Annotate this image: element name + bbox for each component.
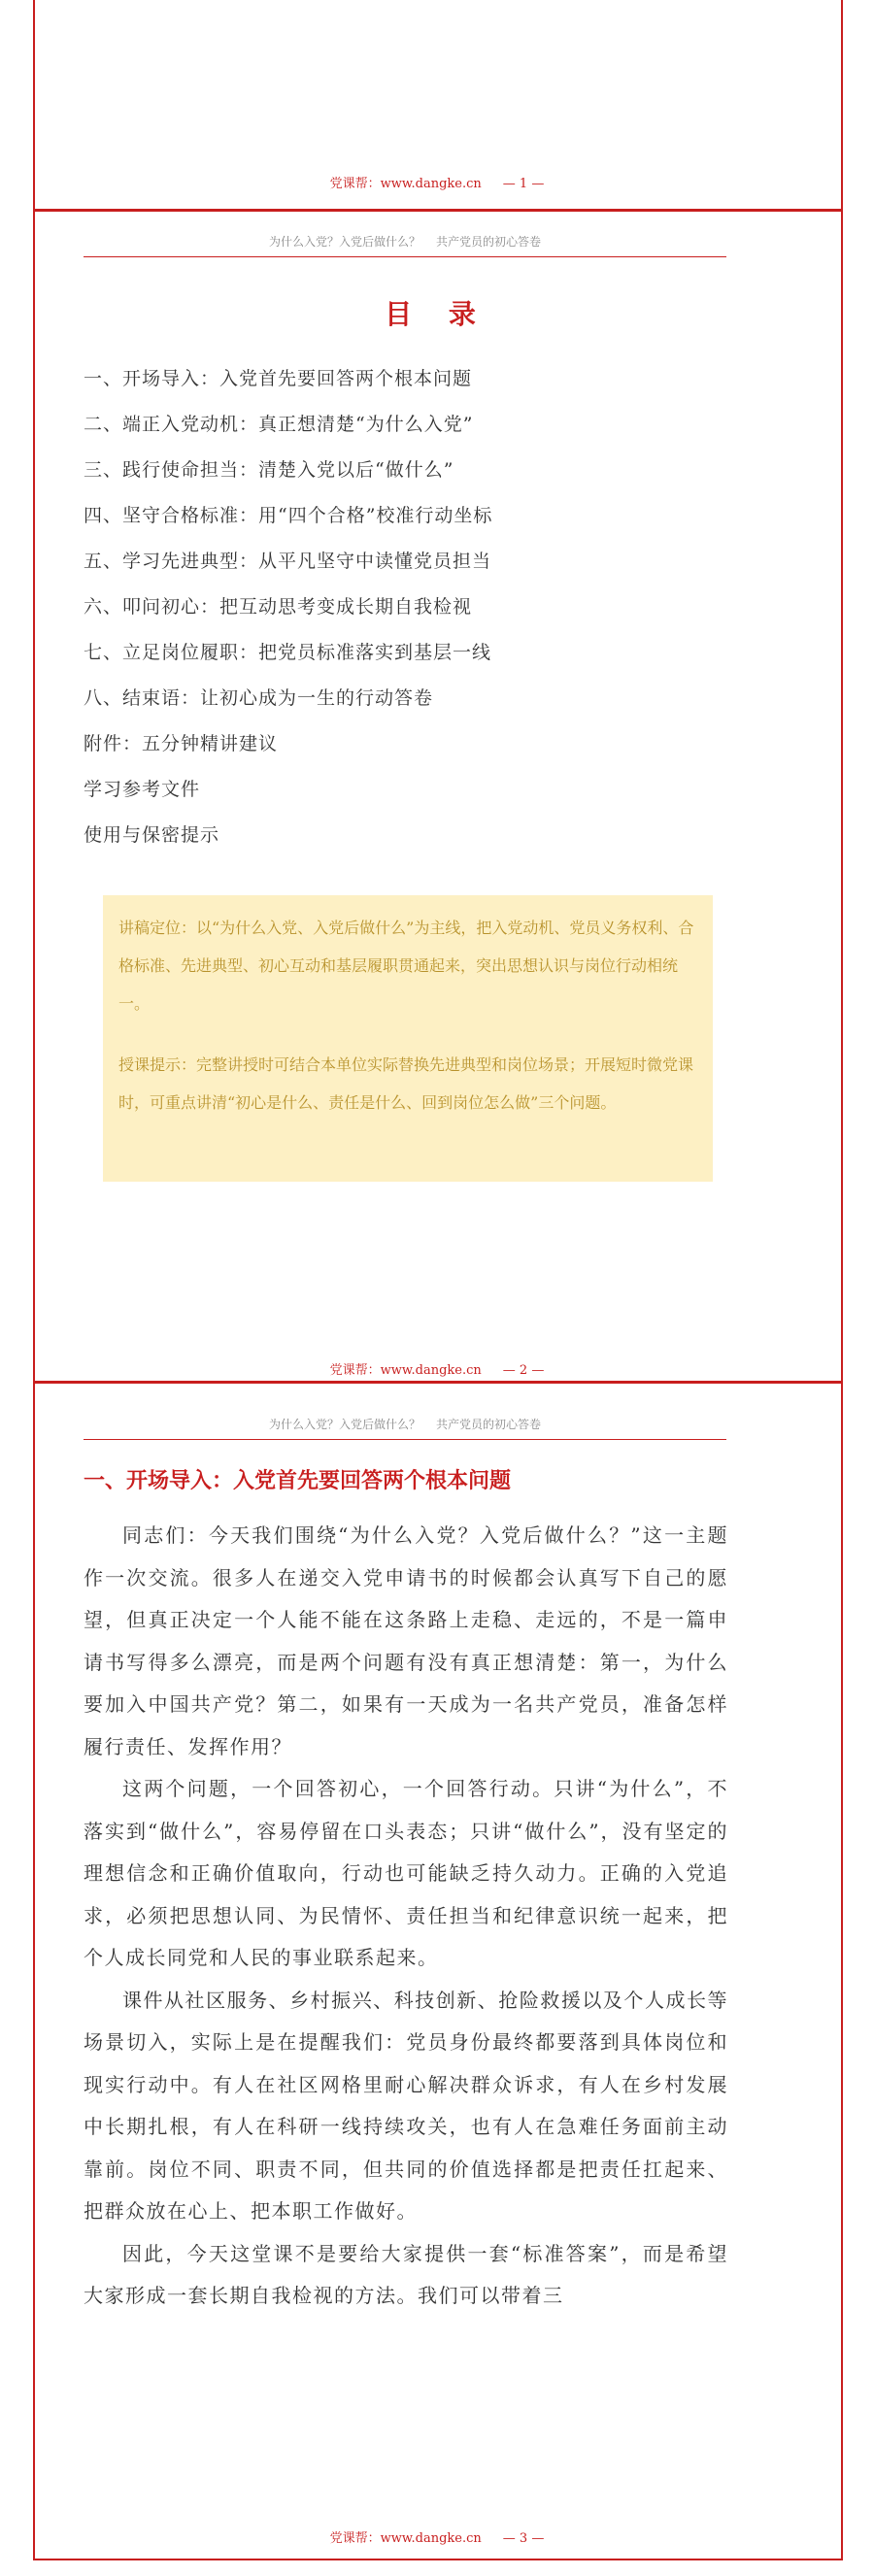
toc-item[interactable]: 一、开场导入：入党首先要回答两个根本问题 — [84, 368, 473, 389]
footer-page-number: — 3 — — [502, 2531, 545, 2546]
body-paragraph: 同志们：今天我们围绕“为什么入党？入党后做什么？”这一主题作一次交流。很多人在递交入党申请书的时候都会认真写下自己的愿望，但真正决定一个人能不能在这条路上走稳、走远的，不是一篇申请书写得多么漂亮，而是两个问题有没有真正想清楚：第一，为什么要加入中国共产党？第二，如果有一天成为一名共产党员，准备怎样履行责任、发挥作用？ — [84, 1523, 728, 1758]
header-title: 为什么入党？入党后做什么？ — [268, 235, 420, 249]
page-separator — [33, 2559, 843, 2560]
footer-site: 党课帮：www.dangke.cn — [329, 177, 482, 191]
toc-item[interactable]: 四、坚守合格标准：用“四个合格”校准行动坐标 — [84, 505, 493, 526]
footer-site: 党课帮：www.dangke.cn — [329, 1363, 482, 1378]
toc-item[interactable]: 六、叩问初心：把互动思考变成长期自我检视 — [84, 596, 473, 618]
toc-item[interactable]: 学习参考文件 — [84, 779, 201, 800]
toc-title: 目 录 — [385, 298, 489, 330]
lecture-notice-box — [103, 895, 713, 1182]
toc-item[interactable]: 二、端正入党动机：真正想清楚“为什么入党” — [84, 414, 474, 435]
body-paragraph: 这两个问题，一个回答初心，一个回答行动。只讲“为什么”，不落实到“做什么”，容易停留在口头表态；只讲“做什么”，没有坚定的理想信念和正确价值取向，行动也可能缺乏持久动力。正确的入党追求，必须把思想认同、为民情怀、责任担当和纪律意识统一起来，把个人成长同党和人民的事业联系起来。 — [84, 1777, 728, 1969]
page-footer — [0, 173, 874, 191]
footer-site: 党课帮：www.dangke.cn — [329, 2531, 482, 2546]
notice-positioning: 讲稿定位：以“为什么入党、入党后做什么”为主线，把入党动机、党员义务权利、合格标准、先进典型、初心互动和基层履职贯通起来，突出思想认识与岗位行动相统一。 — [118, 919, 694, 1013]
section-heading: 一、开场导入：入党首先要回答两个根本问题 — [84, 1469, 512, 1493]
toc-item[interactable]: 八、结束语：让初心成为一生的行动答卷 — [84, 687, 434, 709]
page-header — [84, 1416, 726, 1440]
toc-item[interactable]: 七、立足岗位履职：把党员标准落实到基层一线 — [84, 642, 492, 663]
footer-page-number: — 2 — — [502, 1363, 545, 1378]
notice-teaching-tip: 授课提示：完整讲授时可结合本单位实际替换先进典型和岗位场景；开展短时微党课时，可重点讲清“初心是什么、责任是什么、回到岗位怎么做”三个问题。 — [118, 1055, 694, 1112]
toc-item[interactable]: 五、学习先进典型：从平凡坚守中读懂党员担当 — [84, 551, 492, 572]
toc-item[interactable]: 三、践行使命担当：清楚入党以后“做什么” — [84, 459, 454, 481]
page-header — [84, 233, 726, 257]
body-paragraph: 因此，今天这堂课不是要给大家提供一套“标准答案”，而是希望大家形成一套长期自我检视的方法。我们可以带着三 — [84, 2241, 728, 2307]
section-body — [84, 1515, 728, 2318]
body-paragraph: 课件从社区服务、乡村振兴、科技创新、抢险救援以及个人成长等场景切入，实际上是在提醒我们：党员身份最终都要落到具体岗位和现实行动中。有人在社区网格里耐心解决群众诉求，有人在乡村发展中长期扎根，有人在科研一线持续攻关，也有人在急难任务面前主动靠前。岗位不同、职责不同，但共同的价值选择都是把责任扛起来、把群众放在心上、把本职工作做好。 — [84, 1988, 728, 2223]
header-title: 为什么入党？入党后做什么？ — [268, 1418, 420, 1431]
toc-item[interactable]: 使用与保密提示 — [84, 824, 220, 846]
header-subtitle: 共产党员的初心答卷 — [436, 1418, 542, 1431]
footer-page-number: — 1 — — [502, 177, 545, 191]
page-footer — [0, 2527, 874, 2546]
page-footer — [0, 1359, 874, 1378]
header-subtitle: 共产党员的初心答卷 — [436, 235, 542, 249]
table-of-contents — [84, 364, 492, 866]
toc-item[interactable]: 附件：五分钟精讲建议 — [84, 733, 279, 754]
